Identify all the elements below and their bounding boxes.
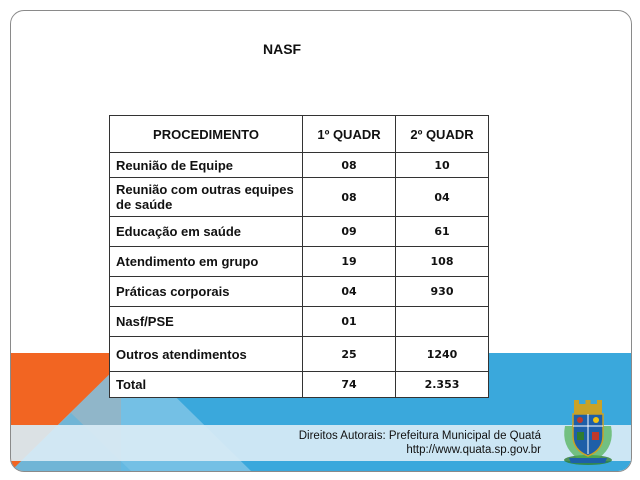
table-row [110, 337, 489, 372]
cell-procedimento: Outros atendimentos [110, 337, 303, 372]
table-row [110, 153, 489, 178]
credits [299, 429, 541, 457]
table-header-row [110, 116, 489, 153]
cell-q2 [396, 307, 489, 337]
cell-q2: 10 [396, 153, 489, 178]
cell-procedimento: Total [110, 372, 303, 398]
cell-q2: 1240 [396, 337, 489, 372]
table-row [110, 277, 489, 307]
procedures-table [109, 115, 489, 398]
table-row [110, 247, 489, 277]
cell-procedimento: Reunião com outras equipes de saúde [110, 178, 303, 217]
cell-procedimento: Educação em saúde [110, 217, 303, 247]
cell-q1: 74 [303, 372, 396, 398]
credits-line: Direitos Autorais: Prefeitura Municipal de Quatá [298, 430, 541, 442]
cell-q1: 25 [303, 337, 396, 372]
table-row [110, 307, 489, 337]
cell-q2: 04 [396, 178, 489, 217]
cell-q2: 930 [396, 277, 489, 307]
table-row-total [110, 372, 489, 398]
table-row [110, 178, 489, 217]
cell-procedimento: Nasf/PSE [110, 307, 303, 337]
page-title: NASF [263, 41, 302, 57]
cell-procedimento: Práticas corporais [110, 277, 303, 307]
cell-q1: 01 [303, 307, 396, 337]
table-row [110, 217, 489, 247]
cell-q1: 19 [303, 247, 396, 277]
cell-q1: 09 [303, 217, 396, 247]
column-header-q1: 1º QUADR [303, 116, 396, 153]
cell-q2: 61 [396, 217, 489, 247]
cell-q2: 108 [396, 247, 489, 277]
column-header-q2: 2º QUADR [396, 116, 489, 153]
cell-q1: 08 [303, 153, 396, 178]
cell-q2: 2.353 [396, 372, 489, 398]
cell-procedimento: Reunião de Equipe [110, 153, 303, 178]
municipal-crest-icon [557, 396, 619, 468]
cell-q1: 08 [303, 178, 396, 217]
column-header-procedimento: PROCEDIMENTO [110, 116, 303, 153]
slide [10, 10, 632, 472]
cell-q1: 04 [303, 277, 396, 307]
cell-procedimento: Atendimento em grupo [110, 247, 303, 277]
credits-url-link[interactable]: http://www.quata.sp.gov.br [406, 444, 541, 456]
